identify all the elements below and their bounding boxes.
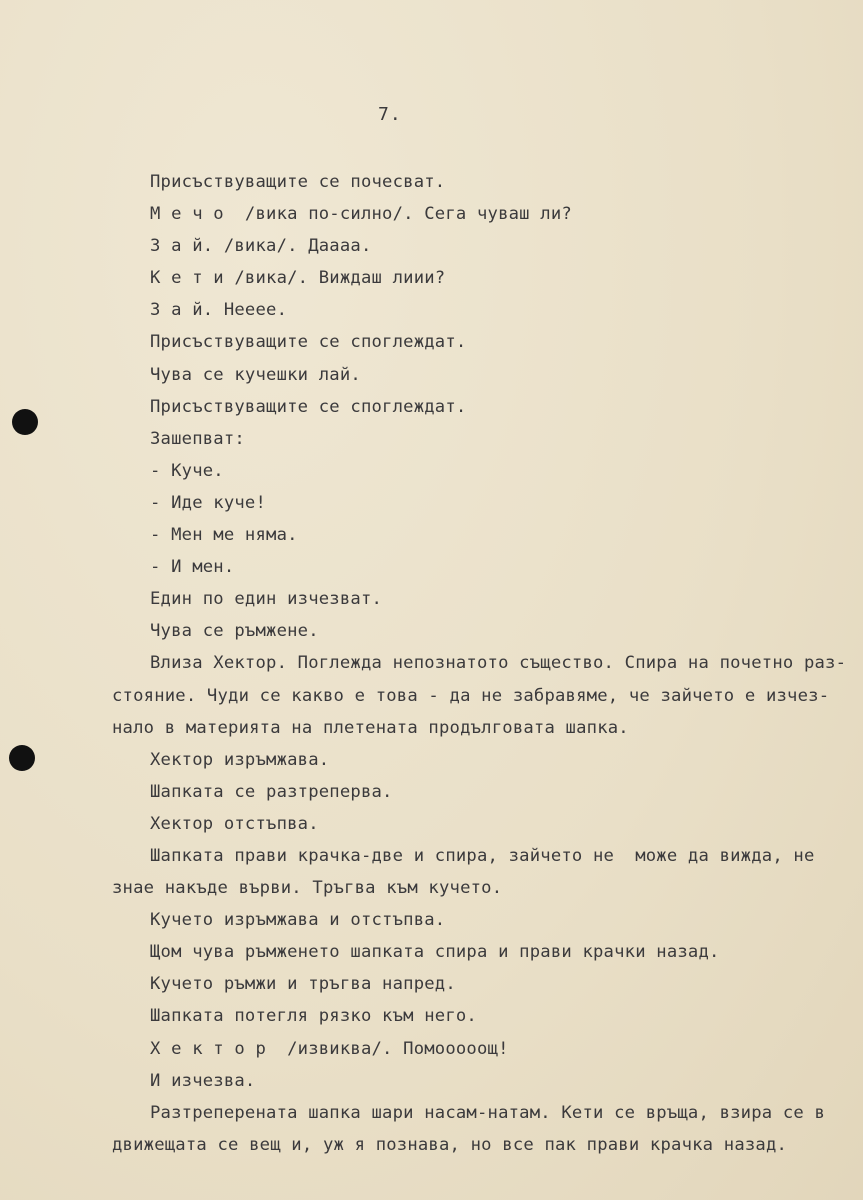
text-line: движещата се вещ и, уж я познава, но все пак прави крачка назад. bbox=[112, 1134, 788, 1155]
text-line: Чува се ръмжене. bbox=[150, 621, 319, 642]
text-line: Кучето изръмжава и отстъпва. bbox=[150, 910, 446, 931]
text-line: Чува се кучешки лай. bbox=[150, 364, 361, 385]
page-number: 7. bbox=[378, 104, 402, 125]
text-line: Кучето ръмжи и тръгва напред. bbox=[150, 974, 456, 995]
text-line: Шапката прави крачка-две и спира, зайчето не може да вижда, не bbox=[150, 845, 815, 866]
text-line: Шапката потегля рязко към него. bbox=[150, 1006, 477, 1027]
text-line: Хектор отстъпва. bbox=[150, 813, 319, 834]
text-line: знае накъде върви. Тръгва към кучето. bbox=[112, 878, 503, 899]
text-line: Щом чува ръмженето шапката спира и прави крачки назад. bbox=[150, 942, 720, 963]
text-line: нало в материята на плетената продълговата шапка. bbox=[112, 717, 629, 738]
text-line: - Куче. bbox=[150, 460, 224, 481]
text-line: стояние. Чуди се какво е това - да не забравяме, че зайчето е изчез- bbox=[112, 685, 830, 706]
text-line: Разтреперената шапка шари насам-натам. Кети се връща, взира се в bbox=[150, 1102, 826, 1123]
text-line: - Иде куче! bbox=[150, 492, 267, 513]
text-line: Шапката се разтреперва. bbox=[150, 781, 393, 802]
text-line: К е т и /вика/. Виждаш лиии? bbox=[150, 268, 446, 289]
text-line: Присъствуващите се почесват. bbox=[150, 172, 446, 192]
text-line: М е ч о /вика по-силно/. Сега чуваш ли? bbox=[150, 204, 572, 225]
text-line: Влиза Хектор. Поглежда непознатото същество. Спира на почетно раз- bbox=[150, 653, 847, 674]
text-line: Присъствуващите се споглеждат. bbox=[150, 396, 467, 417]
text-line: Един по един изчезват. bbox=[150, 589, 383, 610]
text-line: Хектор изръмжава. bbox=[150, 749, 330, 770]
text-line: Х е к т о р /извиква/. Помооооощ! bbox=[150, 1038, 509, 1059]
text-line: - Мен ме няма. bbox=[150, 525, 298, 546]
text-line: З а й. Нееее. bbox=[150, 300, 288, 321]
text-line: Присъствуващите се споглеждат. bbox=[150, 332, 467, 353]
text-line: - И мен. bbox=[150, 557, 235, 578]
text-line: Зашепват: bbox=[150, 428, 245, 449]
text-line: И изчезва. bbox=[150, 1070, 256, 1091]
document-body bbox=[0, 166, 863, 1161]
text-line: З а й. /вика/. Даааа. bbox=[150, 236, 372, 257]
